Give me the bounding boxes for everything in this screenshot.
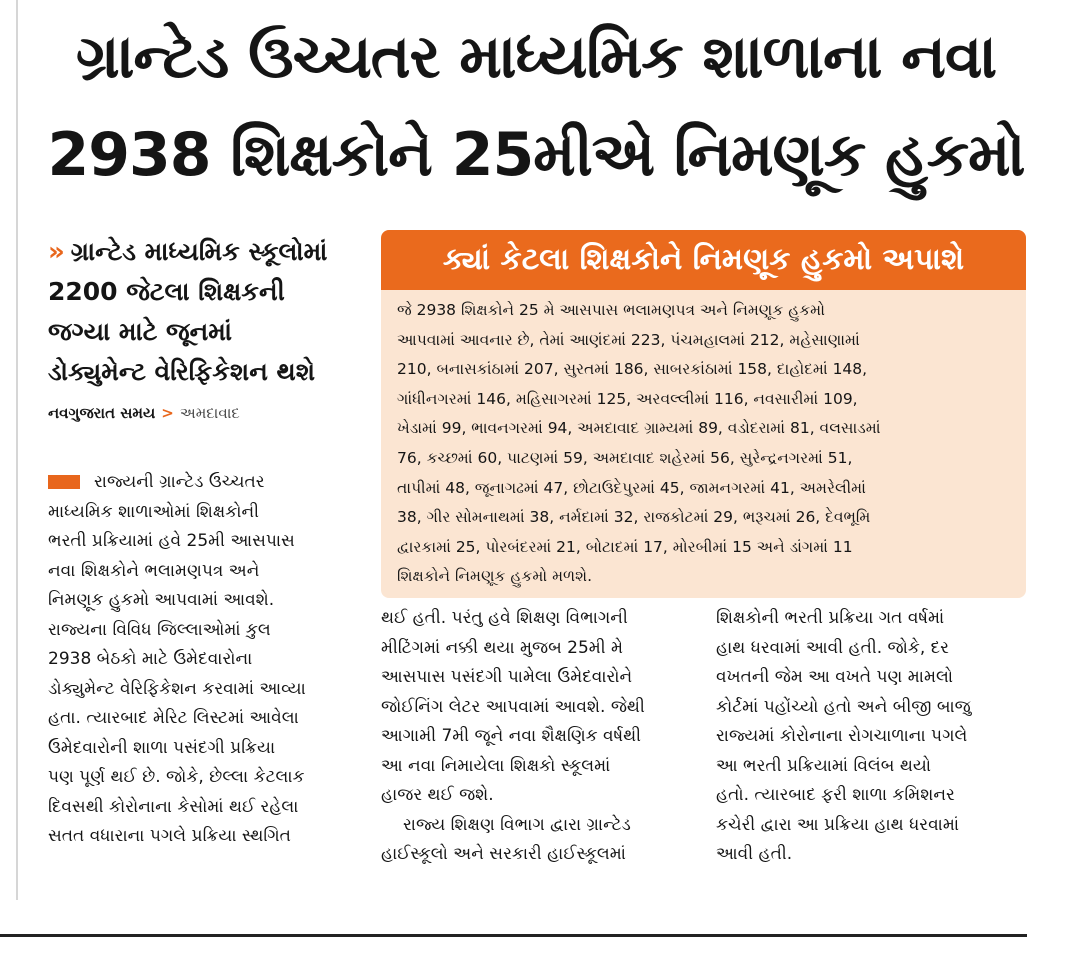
- article-line: ઉમેદવારોની શાળા પસંદગી પ્રક્રિયા: [48, 737, 276, 758]
- article-line: રાજ્ય શિક્ષણ વિભાગ દ્વારા ગ્રાન્ટેડ: [403, 814, 631, 835]
- info-box-line: ખેડામાં 99, ભાવનગરમાં 94, અમદાવાદ ગ્રામ્યમાં 89, વડોદરામાં 81, વલસાડમાં: [397, 419, 881, 438]
- article-line: 2938 બેઠકો માટે ઉમેદવારોના: [48, 649, 253, 669]
- column-divider: [16, 0, 18, 900]
- article-line: હાજર થઈ જશે.: [381, 785, 494, 805]
- article-line: રાજ્યની ગ્રાન્ટેડ ઉચ્ચતર: [48, 468, 360, 498]
- info-box-line: 76, કચ્છમાં 60, પાટણમાં 59, અમદાવાદ શહેરમાં 56, સુરેન્દ્રનગરમાં 51,: [397, 448, 853, 467]
- article-line: હતા. ત્યારબાદ મેરિટ લિસ્ટમાં આવેલા: [48, 708, 299, 728]
- subheadline-line: 2200 જેટલા શિક્ષકની: [48, 277, 285, 306]
- byline: [48, 404, 240, 422]
- article-line: હાથ ધરવામાં આવી હતી. જોકે, દર: [716, 637, 949, 658]
- article-column-1: [48, 468, 360, 852]
- info-box-line: 38, ગીર સોમનાથમાં 38, નર્મદામાં 32, રાજકોટમાં 29, ભરૂચમાં 26, દેવભૂમિ: [397, 508, 871, 527]
- subheadline: [48, 232, 378, 392]
- article-line: શિક્ષકોની ભરતી પ્રક્રિયા ગત વર્ષમાં: [716, 608, 945, 628]
- info-box-line: આપવામાં આવનાર છે, તેમાં આણંદમાં 223, પંચમહાલમાં 212, મહેસાણામાં: [397, 330, 860, 349]
- article-line: ડોક્યુમેન્ટ વેરિફિકેશન કરવામાં આવ્યા: [48, 678, 306, 699]
- article-line: માધ્યમિક શાળાઓમાં શિક્ષકોની: [48, 501, 260, 522]
- article-line: વખતની જેમ આ વખતે પણ મામલો: [716, 667, 954, 687]
- info-box-title: ક્યાં કેટલા શિક્ષકોને નિમણૂક હુકમો અપાશે: [381, 230, 1026, 290]
- article-line: રાજ્યના વિવિધ જિલ્લાઓમાં કુલ: [48, 619, 271, 640]
- article-line: કચેરી દ્વારા આ પ્રક્રિયા હાથ ધરવામાં: [716, 814, 960, 835]
- bottom-rule: [0, 934, 1027, 937]
- story-start-marker: [48, 475, 80, 489]
- subheadline-line: ડોક્યુમેન્ટ વેરિફિકેશન થશે: [48, 357, 315, 386]
- bullet-chevron-icon: »: [48, 237, 65, 267]
- article-line: નવા શિક્ષકોને ભલામણપત્ર અને: [48, 560, 260, 581]
- article-column-3: [716, 604, 1028, 870]
- subheadline-line: » ગ્રાન્ટેડ માધ્યમિક સ્કૂલોમાં: [48, 237, 328, 267]
- article-line: હાઈસ્કૂલો અને સરકારી હાઈસ્કૂલમાં: [381, 844, 626, 864]
- article-line: રાજ્યમાં કોરોનાના રોગચાળાના પગલે: [716, 726, 968, 746]
- article-line: આ નવા નિમાયેલા શિક્ષકો સ્કૂલમાં: [381, 755, 611, 776]
- article-line: સતત વધારાના પગલે પ્રક્રિયા સ્થગિત: [48, 826, 291, 846]
- district-info-box: [381, 230, 1026, 598]
- info-box-line: દ્વારકામાં 25, પોરબંદરમાં 21, બોટાદમાં 17, મોરબીમાં 15 અને ડાંગમાં 11: [397, 537, 853, 556]
- article-line: આસપાસ પસંદગી પામેલા ઉમેદવારોને: [381, 667, 633, 687]
- article-line: નિમણૂક હુકમો આપવામાં આવશે.: [48, 590, 275, 610]
- info-box-line: શિક્ષકોને નિમણૂક હુકમો મળશે.: [397, 567, 592, 586]
- article-line: ભરતી પ્રક્રિયામાં હવે 25મી આસપાસ: [48, 531, 295, 551]
- info-box-line: ગાંધીનગરમાં 146, મહિસાગરમાં 125, અરવલ્લીમાં 116, નવસારીમાં 109,: [397, 389, 858, 408]
- article-line: જોઈનિંગ લેટર આપવામાં આવશે. જેથી: [381, 696, 645, 717]
- article-column-2: [381, 604, 693, 870]
- publication-name: નવગુજરાત સમય: [48, 404, 156, 422]
- article-line: આ ભરતી પ્રક્રિયામાં વિલંબ થયો: [716, 755, 932, 776]
- headline-line-2: 2938 શિક્ષકોને 25મીએ નિમણૂક હુકમો: [47, 120, 1025, 190]
- article-line: આવી હતી.: [716, 844, 793, 864]
- dateline-place: અમદાવાદ: [179, 404, 240, 422]
- article-line: પણ પૂર્ણ થઈ છે. જોકે, છેલ્લા કેટલાક: [48, 767, 305, 787]
- info-box-line: 210, બનાસકાંઠામાં 207, સુરતમાં 186, સાબરકાંઠામાં 158, દાહોદમાં 148,: [397, 360, 868, 379]
- info-box-body: [381, 290, 1026, 592]
- article-line: કોર્ટમાં પહોંચ્યો હતો અને બીજી બાજુ: [716, 696, 971, 717]
- article-line: આગામી 7મી જૂને નવા શૈક્ષણિક વર્ષથી: [381, 726, 642, 746]
- headline-line-1: ગ્રાન્ટેડ ઉચ્ચતર માધ્યમિક શાળાના નવા: [75, 22, 997, 92]
- article-line: હતો. ત્યારબાદ ફરી શાળા કમિશનર: [716, 785, 955, 805]
- subheadline-line: જગ્યા માટે જૂનમાં: [48, 317, 233, 346]
- article-line: મીટિંગમાં નક્કી થયા મુજબ 25મી મે: [381, 637, 624, 658]
- article-line: થઈ હતી. પરંતુ હવે શિક્ષણ વિભાગની: [381, 608, 628, 628]
- headline: [30, 8, 1042, 204]
- info-box-line: તાપીમાં 48, જૂનાગઢમાં 47, છોટાઉદેપુરમાં 45, જામનગરમાં 41, અમરેલીમાં: [397, 478, 866, 497]
- info-box-line: જે 2938 શિક્ષકોને 25 મે આસપાસ ભલામણપત્ર અને નિમણૂક હુકમો: [397, 301, 825, 319]
- byline-separator: >: [161, 404, 174, 422]
- article-line: દિવસથી કોરોનાના કેસોમાં થઈ રહેલા: [48, 796, 299, 817]
